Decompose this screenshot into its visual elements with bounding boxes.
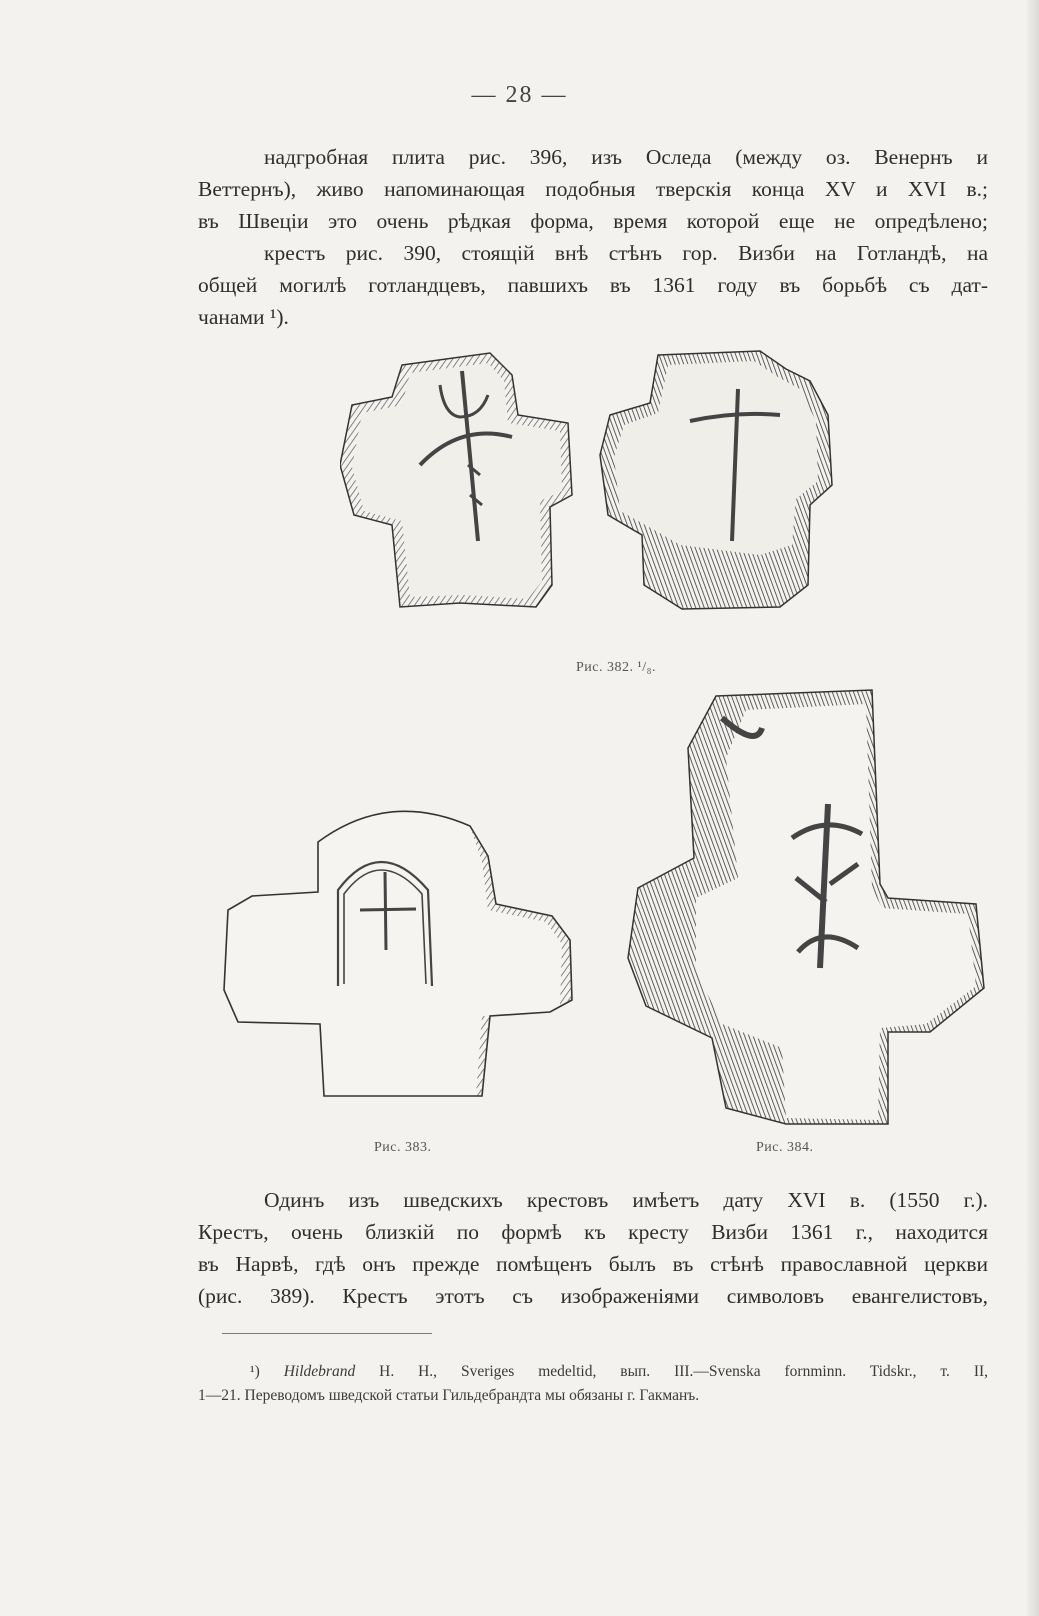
text-line: въ Нарвѣ, гдѣ онъ прежде помѣщенъ былъ въ стѣнѣ православной церкви	[198, 1252, 988, 1276]
footnote-text: H. H., Sveriges medeltid, вып. III.—Svenska fornminn. Tidskr., т. II,	[379, 1363, 989, 1380]
footnote-divider	[222, 1333, 432, 1334]
footnote-line	[198, 1360, 988, 1384]
footnote-author: Hildebrand	[283, 1363, 356, 1380]
page-edge-shadow	[1025, 0, 1039, 1616]
paragraph-2	[198, 237, 988, 333]
text-line: (рис. 389). Крестъ этотъ съ изображеніями символовъ евангелистовъ,	[198, 1284, 988, 1308]
figure-382	[340, 345, 860, 625]
text-line: надгробная плита рис. 396, изъ Оследа (между оз. Венернъ и	[264, 145, 988, 169]
footnote-line: 1—21. Переводомъ шведской статьи Гильдебрандта мы обязаны г. Гакманъ.	[198, 1387, 700, 1404]
figure-383-caption: Рис. 383.	[374, 1140, 432, 1155]
figure-382-caption: Рис. 382. ¹/₈.	[576, 660, 656, 675]
text-line: Одинъ изъ шведскихъ крестовъ имѣетъ дату XVI в. (1550 г.).	[264, 1188, 988, 1212]
figure-384	[626, 688, 996, 1128]
figure-383	[220, 800, 592, 1100]
paragraph-1	[198, 141, 988, 237]
stone-cross-left	[340, 353, 572, 607]
text-line: крестъ рис. 390, стоящій внѣ стѣнъ гор. Визби на Готландѣ, на	[264, 241, 988, 265]
page-number: — 28 —	[471, 82, 568, 108]
footnote	[198, 1360, 988, 1408]
text-line: въ Швеціи это очень рѣдкая форма, время которой еще не опредѣлено;	[198, 209, 988, 233]
text-line: общей могилѣ готландцевъ, павшихъ въ 1361 году въ борьбѣ съ дат-	[198, 273, 988, 297]
text-line: Веттернъ), живо напоминающая подобныя тверскія конца XV и XVI в.;	[198, 177, 988, 201]
paragraph-3	[198, 1184, 988, 1312]
text-line: Крестъ, очень близкій по формѣ къ кресту Визби 1361 г., находится	[198, 1220, 988, 1244]
figure-384-caption: Рис. 384.	[756, 1140, 814, 1155]
stone-cross-right	[600, 351, 832, 609]
text-line: чанами ¹).	[198, 305, 289, 329]
cross-outline	[224, 811, 572, 1096]
footnote-marker: ¹)	[250, 1363, 260, 1380]
